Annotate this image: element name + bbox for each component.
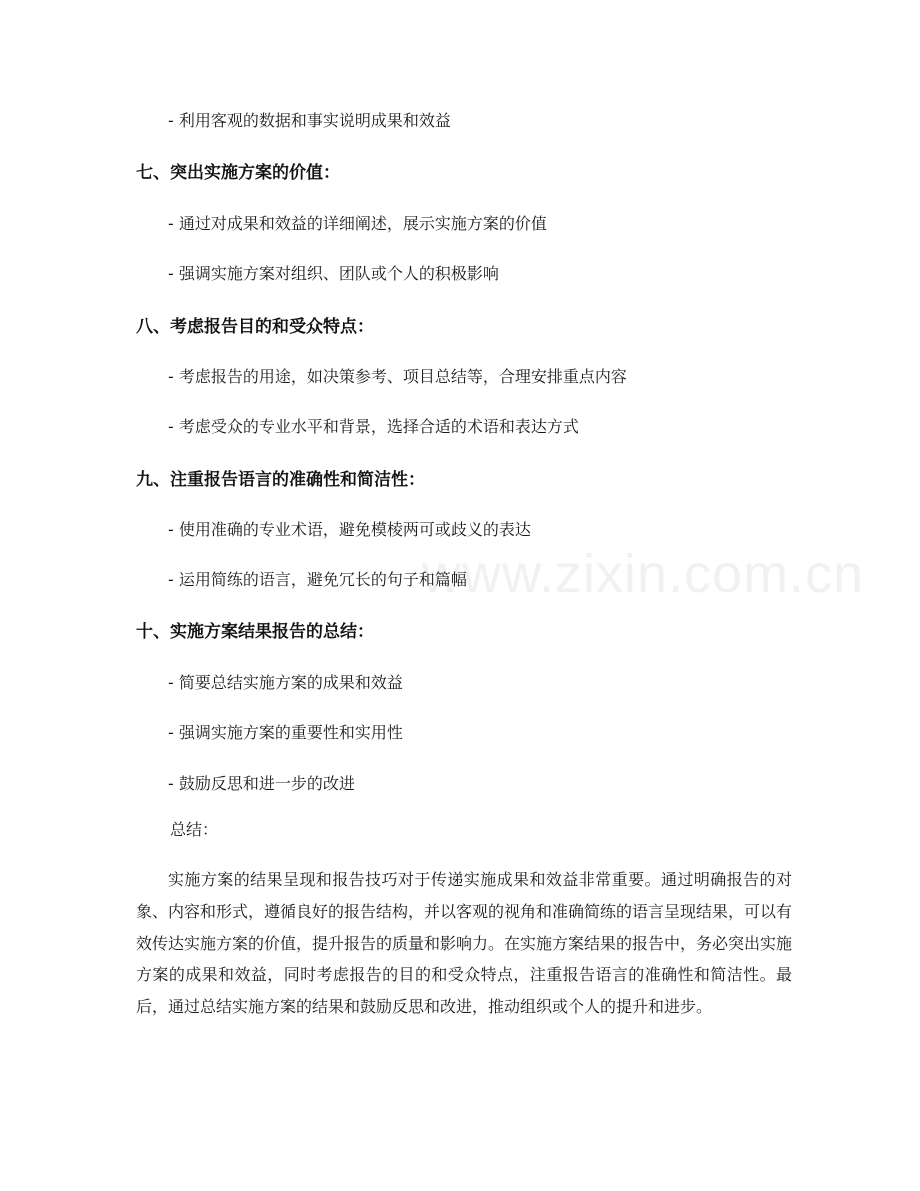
summary-paragraph: 实施方案的结果呈现和报告技巧对于传递实施成果和效益非常重要。通过明确报告的对象、内容和形式，遵循良好的报告结构，并以客观的视角和准确简练的语言呈现结果，可以有效传达实施方案的价值，提升报告的质量和影响力。在实施方案结果的报告中，务必突出实施方案的成果和效益，同时考虑报告的目的和受众特点，注重报告语言的准确性和简洁性。最后，通过总结实施方案的结果和鼓励反思和改进，推动组织或个人的提升和进步。: [136, 870, 793, 1017]
bullet-item: - 考虑受众的专业水平和背景，选择合适的术语和表达方式: [168, 417, 579, 436]
summary-label: 总结：: [170, 820, 219, 839]
section-heading-7: 七、突出实施方案的价值：: [136, 163, 340, 183]
section-heading-8: 八、考虑报告目的和受众特点：: [136, 317, 374, 337]
bullet-item: - 强调实施方案对组织、团队或个人的积极影响: [168, 264, 499, 283]
bullet-item: - 运用简练的语言，避免冗长的句子和篇幅: [168, 570, 467, 589]
section-heading-10: 十、实施方案结果报告的总结：: [136, 622, 374, 642]
bullet-item: - 鼓励反思和进一步的改进: [168, 774, 355, 793]
bullet-item: - 简要总结实施方案的成果和效益: [168, 673, 403, 692]
bullet-item: - 使用准确的专业术语，避免模棱两可或歧义的表达: [168, 520, 531, 539]
watermark: www.zixin.com.cn: [422, 544, 865, 604]
bullet-item: - 强调实施方案的重要性和实用性: [168, 723, 403, 742]
bullet-item: - 通过对成果和效益的详细阐述，展示实施方案的价值: [168, 214, 547, 233]
section-heading-9: 九、注重报告语言的准确性和简洁性：: [136, 470, 425, 490]
bullet-item: - 考虑报告的用途，如决策参考、项目总结等，合理安排重点内容: [168, 367, 627, 386]
bullet-item: - 利用客观的数据和事实说明成果和效益: [168, 111, 451, 130]
